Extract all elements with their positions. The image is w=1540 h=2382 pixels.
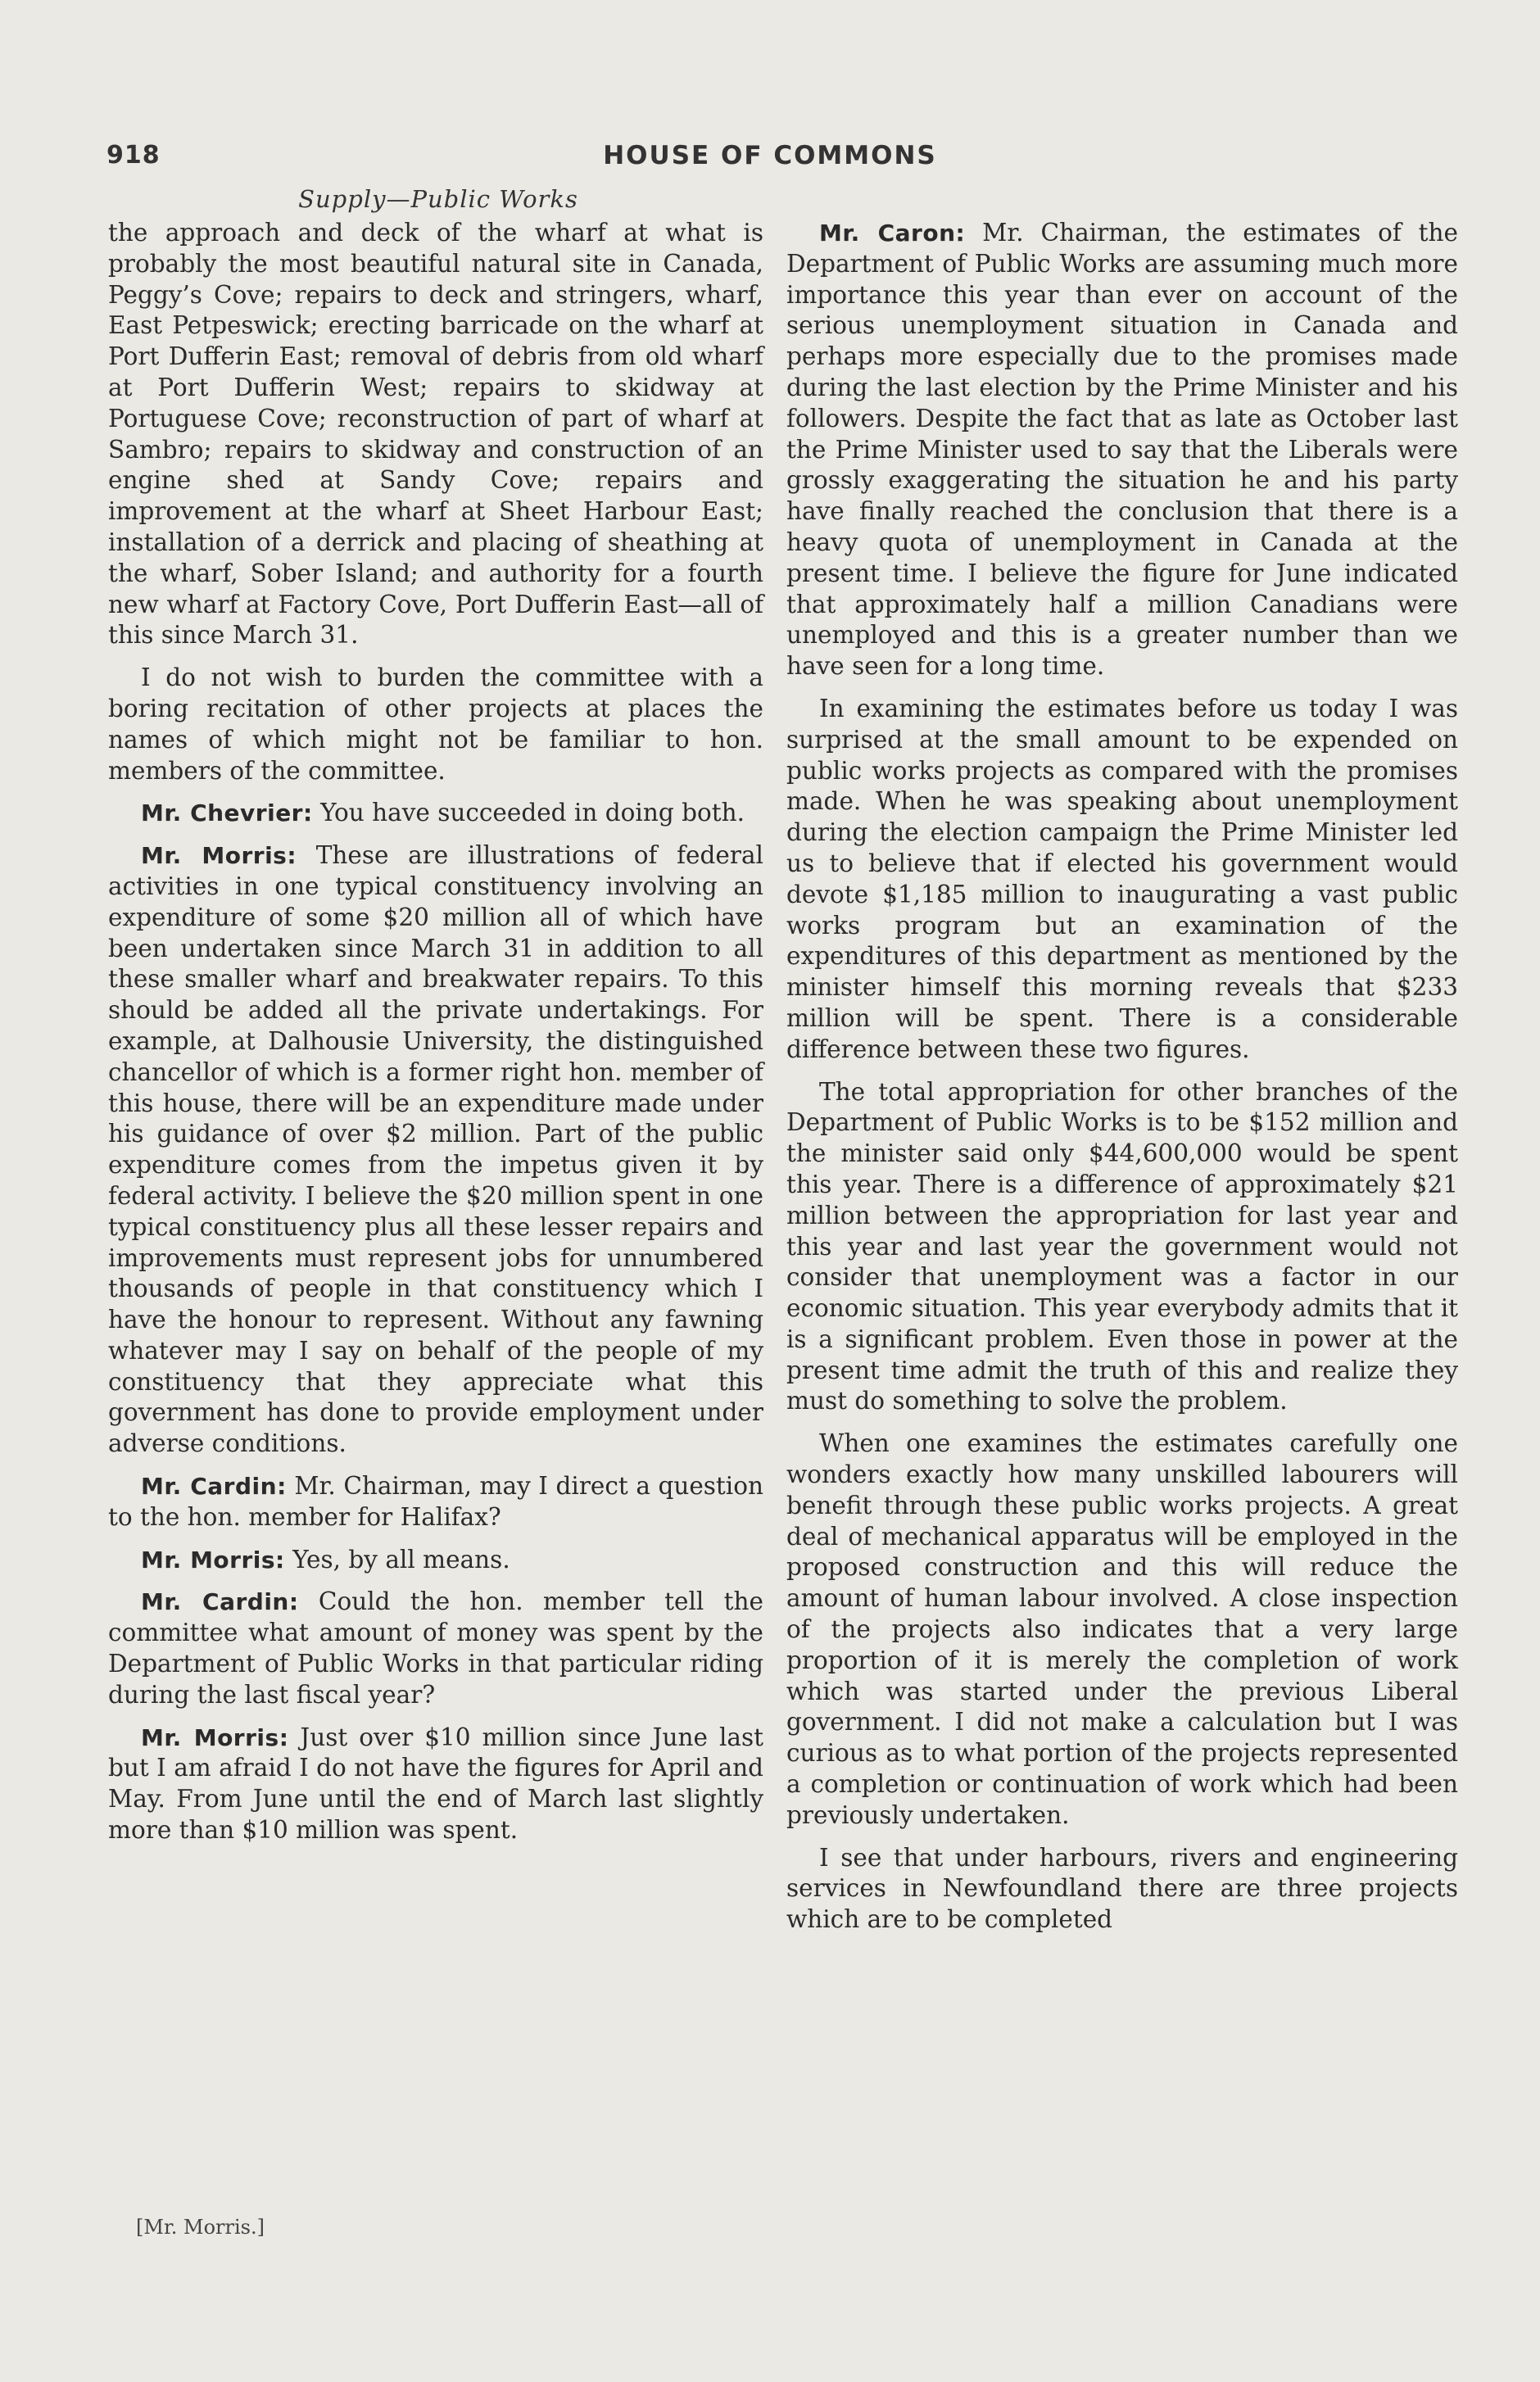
left-column xyxy=(108,218,763,1846)
speaker-name: Mr. Morris: xyxy=(141,1723,289,1751)
speaker-name: Mr. Morris: xyxy=(141,1546,285,1574)
speaker-attribution: [Mr. Morris.] xyxy=(136,2216,265,2239)
paragraph-text: Just over $10 million since June last but I am afraid I do not have the figures for April and May. From June until the end of March last slightly more than $10 million was spent. xyxy=(108,1723,763,1845)
paragraph xyxy=(108,840,763,1460)
paragraph-text: These are illustrations of federal activities in one typical constituency involving an expenditure of some $20 million all of which have been undertaken since March 31 in addition to all these smaller wharf and breakwater repairs. To this should be added all the private undertakings. For example, at Dalhousie University, the distinguished chancellor of which is a former right hon. member of this house, there will be an expenditure made under his guidance of over $2 million. Part of the public expenditure comes from the impetus given it by federal activity. I believe the $20 million spent in one typical constituency plus all these lesser repairs and improvements must represent jobs for unnumbered thousands of people in that constituency which I have the honour to represent. Without any fawning whatever may I say on behalf of the people of my constituency that they appreciate what this government has done to provide employment under adverse conditions. xyxy=(108,841,763,1458)
paragraph-text: When one examines the estimates carefully one wonders exactly how many unskilled labourers will benefit through these public works projects. A great deal of mechanical apparatus will be employed in the proposed construction and this will reduce the amount of human labour involved. A close inspection of the projects also indicates that a very large proportion of it is merely the completion of work which was started under the previous Liberal government. I did not make a calculation but I was curious as to what portion of the projects represented a completion or continuation of work which had been previously undertaken. xyxy=(786,1429,1458,1829)
paragraph xyxy=(108,1587,763,1710)
paragraph-text: I see that under harbours, rivers and engineering services in Newfoundland there are three projects which are to be completed xyxy=(786,1843,1458,1934)
paragraph xyxy=(786,218,1458,682)
paragraph xyxy=(786,1077,1458,1418)
paragraph xyxy=(786,694,1458,1066)
speaker-name: Mr. Caron: xyxy=(819,220,966,247)
paragraph xyxy=(108,798,763,829)
speaker-name: Mr. Morris: xyxy=(141,842,297,870)
speaker-name: Mr. Cardin: xyxy=(141,1588,299,1616)
paragraph-text: You have succeeded in doing both. xyxy=(320,799,745,827)
paragraph xyxy=(108,1723,763,1846)
speaker-name: Mr. Cardin: xyxy=(141,1473,287,1501)
paragraph xyxy=(786,1843,1458,1936)
paragraph xyxy=(108,663,763,786)
section-heading: Supply—Public Works xyxy=(298,185,578,213)
page-number: 918 xyxy=(106,141,161,170)
paragraph-text: the approach and deck of the wharf at what is probably the most beautiful natural site in Canada, Peggy’s Cove; repairs to deck and stringers, wharf, East Petpeswick; erecting barricade on the wharf at Port Dufferin East; removal of debris from old wharf at Port Dufferin West; repairs to skidway at Portuguese Cove; reconstruction of part of wharf at Sambro; repairs to skidway and construction of an engine shed at Sandy Cove; repairs and improvement at the wharf at Sheet Harbour East; installation of a derrick and placing of sheathing at the wharf, Sober Island; and authority for a fourth new wharf at Factory Cove, Port Dufferin East—all of this since March 31. xyxy=(108,219,763,650)
paragraph-text: Mr. Chairman, may I direct a question to the hon. member for Halifax? xyxy=(108,1472,763,1531)
paragraph-text: In examining the estimates before us today I was surprised at the small amount to be expended on public works projects as compared with the promises made. When he was speaking about unemployment during the election campaign the Prime Minister led us to believe that if elected his government would devote $1,185 million to inaugurating a vast public works program but an examination of the expenditures of this department as mentioned by the minister himself this morning reveals that $233 million will be spent. There is a considerable difference between these two figures. xyxy=(786,694,1458,1063)
paragraph-text: Mr. Chairman, the estimates of the Department of Public Works are assuming much more importance this year than ever on account of the serious unemployment situation in Canada and perhaps more especially due to the promises made during the last election by the Prime Minister and his followers. Despite the fact that as late as October last the Prime Minister used to say that the Liberals were grossly exaggerating the situation he and his party have finally reached the conclusion that there is a heavy quota of unemployment in Canada at the present time. I believe the figure for June indicated that approximately half a million Canadians were unemployed and this is a greater number than we have seen for a long time. xyxy=(786,219,1458,681)
paragraph xyxy=(108,218,763,651)
paragraph-text: The total appropriation for other branches of the Department of Public Works is to be $152 million and the minister said only $44,600,000 would be spent this year. There is a difference of approximately $21 million between the appropriation for last year and this year and last year the government would not consider that unemployment was a factor in our economic situation. This year everybody admits that it is a significant problem. Even those in power at the present time admit the truth of this and realize they must do something to solve the problem. xyxy=(786,1077,1458,1415)
paragraph xyxy=(786,1429,1458,1831)
right-column xyxy=(786,218,1458,1936)
speaker-name: Mr. Chevrier: xyxy=(141,799,313,827)
running-head: HOUSE OF COMMONS xyxy=(603,141,937,170)
paragraph-text: I do not wish to burden the committee with a boring recitation of other projects at places the names of which might not be familiar to hon. members of the committee. xyxy=(108,663,763,785)
paragraph xyxy=(108,1471,763,1533)
paragraph-text: Yes, by all means. xyxy=(292,1545,510,1574)
paragraph-text: Could the hon. member tell the committee what amount of money was spent by the Department of Public Works in that particular riding during the last fiscal year? xyxy=(108,1587,763,1709)
paragraph xyxy=(108,1545,763,1576)
